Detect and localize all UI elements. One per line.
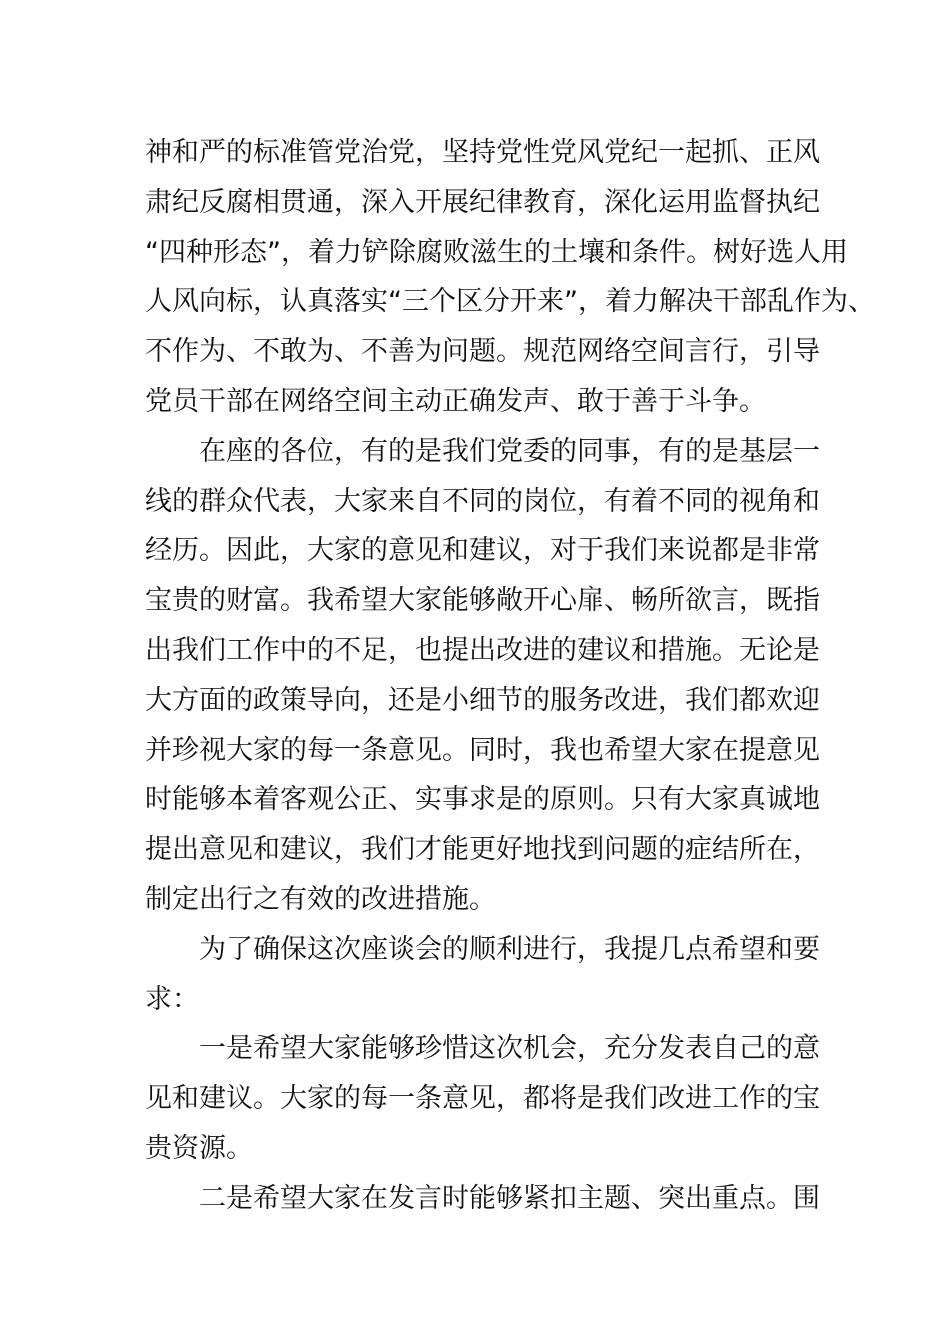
text-line: 线的群众代表，大家来自不同的岗位，有着不同的视角和 [145,485,820,517]
text-line: 人风向标，认真落实“三个区分开来”，着力解决干部乱作为、 [145,286,875,318]
text-line: 为了确保这次座谈会的顺利进行，我提几点希望和要 [199,933,820,965]
text-line: 一是希望大家能够珍惜这次机会，充分发表自己的意 [199,1033,820,1065]
document-body [145,128,875,1224]
text-line: 在座的各位，有的是我们党委的同事，有的是基层一 [199,435,820,467]
text-line: 求： [145,983,199,1015]
text-line: “四种形态”，着力铲除腐败滋生的土壤和条件。树好选人用 [145,236,848,268]
text-line: 党员干部在网络空间主动正确发声、敢于善于斗争。 [145,385,766,417]
text-line: 二是希望大家在发言时能够紧扣主题、突出重点。围 [199,1182,820,1214]
text-line: 神和严的标准管党治党，坚持党性党风党纪一起抓、正风 [145,137,820,168]
text-line: 制定出行之有效的改进措施。 [145,883,496,915]
text-line: 肃纪反腐相贯通，深入开展纪律教育，深化运用监督执纪 [145,186,820,218]
text-line: 不作为、不敢为、不善为问题。规范网络空间言行，引导 [145,336,820,368]
text-line: 并珍视大家的每一条意见。同时，我也希望大家在提意见 [145,734,820,766]
text-line: 见和建议。大家的每一条意见，都将是我们改进工作的宝 [145,1083,820,1115]
text-line: 经历。因此，大家的意见和建议，对于我们来说都是非常 [145,535,820,567]
text-line: 时能够本着客观公正、实事求是的原则。只有大家真诚地 [145,784,820,816]
text-line: 出我们工作中的不足，也提出改进的建议和措施。无论是 [145,634,820,666]
text-line: 提出意见和建议，我们才能更好地找到问题的症结所在， [145,834,820,866]
text-line: 大方面的政策导向，还是小细节的服务改进，我们都欢迎 [145,684,820,716]
text-line: 贵资源。 [145,1132,253,1164]
text-line: 宝贵的财富。我希望大家能够敞开心扉、畅所欲言，既指 [145,585,820,617]
